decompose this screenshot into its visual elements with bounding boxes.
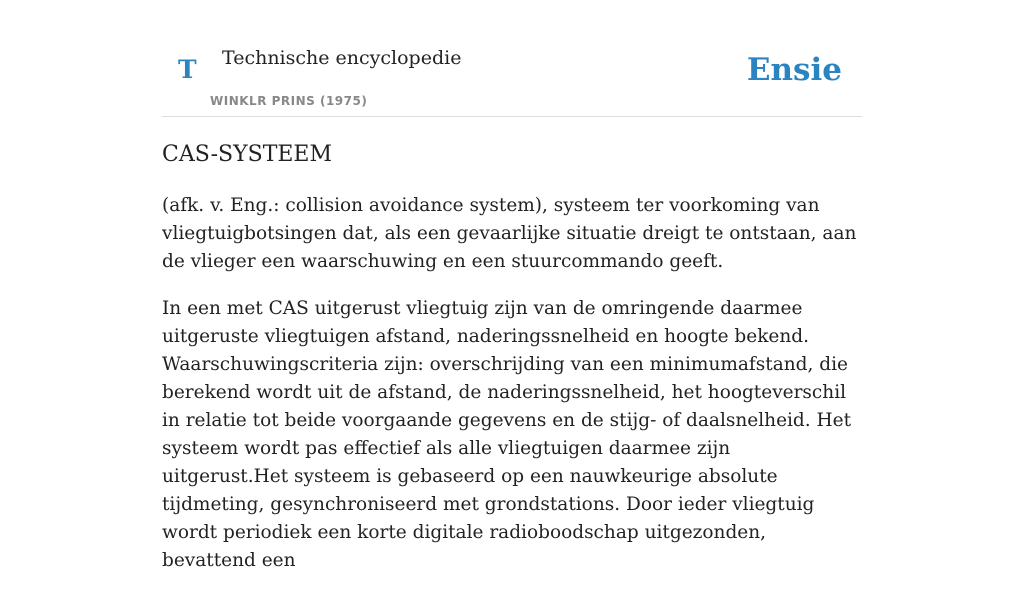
book-logo-icon[interactable]: T [178,55,197,84]
entry-title: CAS-SYSTEEM [162,142,333,167]
entry-body [162,192,862,594]
entry-paragraph: (afk. v. Eng.: collision avoidance system), systeem ter voorkoming van vliegtuigbotsingen dat, als een gevaarlijke situatie dreigt te ontstaan, aan de vlieger een waarschuwing en een stuurcommando geeft. [162,195,857,272]
site-header [162,0,862,117]
ensie-logo-link[interactable]: Ensie [746,52,842,88]
book-subtitle: WINKLR PRINS (1975) [210,94,368,108]
book-title-link[interactable]: Technische encyclopedie [222,47,462,69]
entry-paragraph: In een met CAS uitgerust vliegtuig zijn van de omringende daarmee uitgeruste vliegtuigen afstand, naderingssnelheid en hoogte bekend. Waarschuwingscriteria zijn: overschrijding van een minimumafstand, die berekend wordt uit de afstand, de naderingssnelheid, het hoogteverschil in relatie tot beide voorgaande gegevens en de stijg- of daalsnelheid. Het systeem wordt pas effectief als alle vliegtuigen daarmee zijn uitgerust.Het systeem is gebaseerd op een nauwkeurige absolute tijdmeting, gesynchroniseerd met grondstations. Door ieder vliegtuig wordt periodiek een korte digitale radioboodschap uitgezonden, bevattend een [162,298,852,571]
